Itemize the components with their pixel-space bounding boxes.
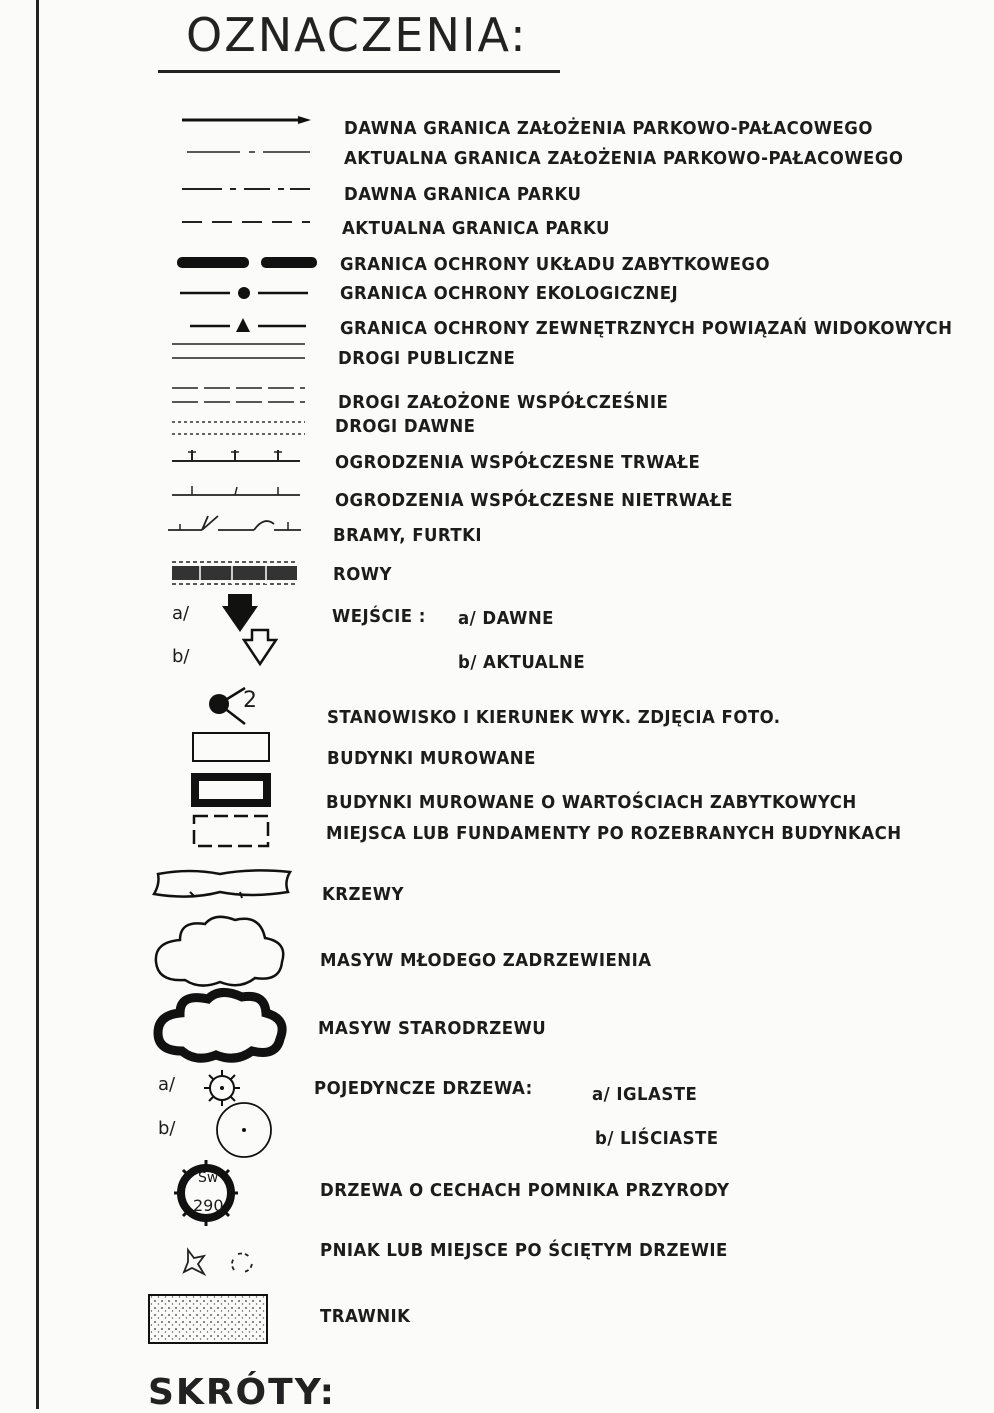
legend-former-roads: DROGI DAWNE bbox=[335, 416, 476, 437]
demolished-building-symbol bbox=[190, 812, 272, 850]
lawn-symbol bbox=[146, 1292, 272, 1348]
current-entrance-arrow-icon bbox=[240, 628, 280, 668]
legend-old-trees: MASYW STARODRZEWU bbox=[318, 1018, 547, 1039]
shrub-symbol bbox=[150, 864, 295, 904]
legend-temporary-fences: OGRODZENIA WSPÓŁCZESNE NIETRWAŁE bbox=[335, 490, 733, 511]
legend-entrance-former: a/ DAWNE bbox=[458, 608, 554, 629]
legend-entrance-current: b/ AKTUALNE bbox=[458, 652, 586, 673]
legend-current-palace-park-border: AKTUALNA GRANICA ZAŁOŻENIA PARKOWO-PAŁACOWEGO bbox=[344, 148, 904, 169]
ecological-border-symbol bbox=[178, 284, 313, 302]
legend-single-deciduous: b/ LIŚCIASTE bbox=[595, 1128, 719, 1149]
legend-title: OZNACZENIA: bbox=[186, 8, 528, 62]
legend-permanent-fences: OGRODZENIA WSPÓŁCZESNE TRWAŁE bbox=[335, 452, 701, 473]
legend-heritage-protection-border: GRANICA OCHRONY UKŁADU ZABYTKOWEGO bbox=[340, 254, 771, 275]
legend-demolished-buildings: MIEJSCA LUB FUNDAMENTY PO ROZEBRANYCH BUDYNKACH bbox=[326, 823, 902, 844]
permanent-fence-symbol bbox=[170, 446, 305, 466]
legend-ditches: ROWY bbox=[333, 564, 392, 585]
former-road-symbol bbox=[170, 418, 308, 440]
abbreviations-heading: SKRÓTY: bbox=[148, 1372, 337, 1413]
entrance-marker-b: b/ bbox=[172, 646, 190, 667]
modern-road-symbol bbox=[170, 384, 308, 408]
legend-single-trees: POJEDYNCZE DRZEWA: bbox=[314, 1078, 533, 1099]
solid-border-symbol bbox=[180, 112, 315, 128]
legend-photo-station: STANOWISKO I KIERUNEK WYK. ZDJĘCIA FOTO. bbox=[327, 707, 781, 728]
legend-single-conifer: a/ IGLASTE bbox=[592, 1084, 698, 1105]
legend-brick-buildings: BUDYNKI MUROWANE bbox=[327, 748, 536, 769]
legend-young-trees: MASYW MŁODEGO ZADRZEWIENIA bbox=[320, 950, 652, 971]
legend-heritage-buildings: BUDYNKI MUROWANE O WARTOŚCIACH ZABYTKOWYCH bbox=[326, 792, 857, 813]
tree-marker-a: a/ bbox=[158, 1074, 176, 1095]
legend-public-roads: DROGI PUBLICZNE bbox=[338, 348, 516, 369]
stump-icon bbox=[180, 1246, 260, 1278]
legend-ecological-protection-border: GRANICA OCHRONY EKOLOGICZNEJ bbox=[340, 283, 679, 304]
deciduous-tree-icon bbox=[212, 1100, 278, 1160]
ditch-symbol bbox=[170, 558, 300, 588]
legend-former-palace-park-border: DAWNA GRANICA ZAŁOŻENIA PARKOWO-PAŁACOWEGO bbox=[344, 118, 873, 139]
legend-gates: BRAMY, FURTKI bbox=[333, 525, 483, 546]
brick-building-symbol bbox=[190, 730, 272, 764]
dotted-border-symbol bbox=[185, 145, 315, 159]
heritage-building-symbol bbox=[190, 772, 272, 808]
legend-stumps: PNIAK LUB MIEJSCE PO ŚCIĘTYM DRZEWIE bbox=[320, 1240, 728, 1261]
legend-shrubs: KRZEWY bbox=[322, 884, 404, 905]
legend-modern-roads: DROGI ZAŁOŻONE WSPÓŁCZEŚNIE bbox=[338, 392, 669, 413]
legend-monument-trees: DRZEWA O CECHACH POMNIKA PRZYRODY bbox=[320, 1180, 730, 1201]
view-border-symbol bbox=[188, 316, 313, 334]
temporary-fence-symbol bbox=[170, 482, 305, 500]
legend-entrance: WEJŚCIE : bbox=[332, 606, 426, 627]
legend-view-protection-border: GRANICA OCHRONY ZEWNĘTRZNYCH POWIĄZAŃ WIDOKOWYCH bbox=[340, 318, 953, 339]
gate-symbol bbox=[166, 512, 306, 536]
tree-marker-b: b/ bbox=[158, 1118, 176, 1139]
photo-station-number: 2 bbox=[243, 688, 257, 713]
photo-station-icon bbox=[205, 684, 275, 730]
monument-tree-icon bbox=[168, 1158, 248, 1228]
monument-tree-species: Sw bbox=[198, 1170, 219, 1186]
monument-tree-circumference: 290 bbox=[193, 1196, 224, 1215]
dash-dot-border-symbol bbox=[180, 182, 315, 196]
legend-current-park-border: AKTUALNA GRANICA PARKU bbox=[342, 218, 610, 239]
dashed-border-symbol bbox=[180, 215, 315, 229]
young-trees-cloud-icon bbox=[150, 910, 290, 990]
legend-lawn: TRAWNIK bbox=[320, 1306, 411, 1327]
entrance-marker-a: a/ bbox=[172, 603, 190, 624]
public-road-symbol bbox=[170, 340, 308, 364]
legend-former-park-border: DAWNA GRANICA PARKU bbox=[344, 184, 582, 205]
old-trees-cloud-icon bbox=[150, 985, 290, 1065]
heritage-border-symbol bbox=[175, 254, 320, 272]
